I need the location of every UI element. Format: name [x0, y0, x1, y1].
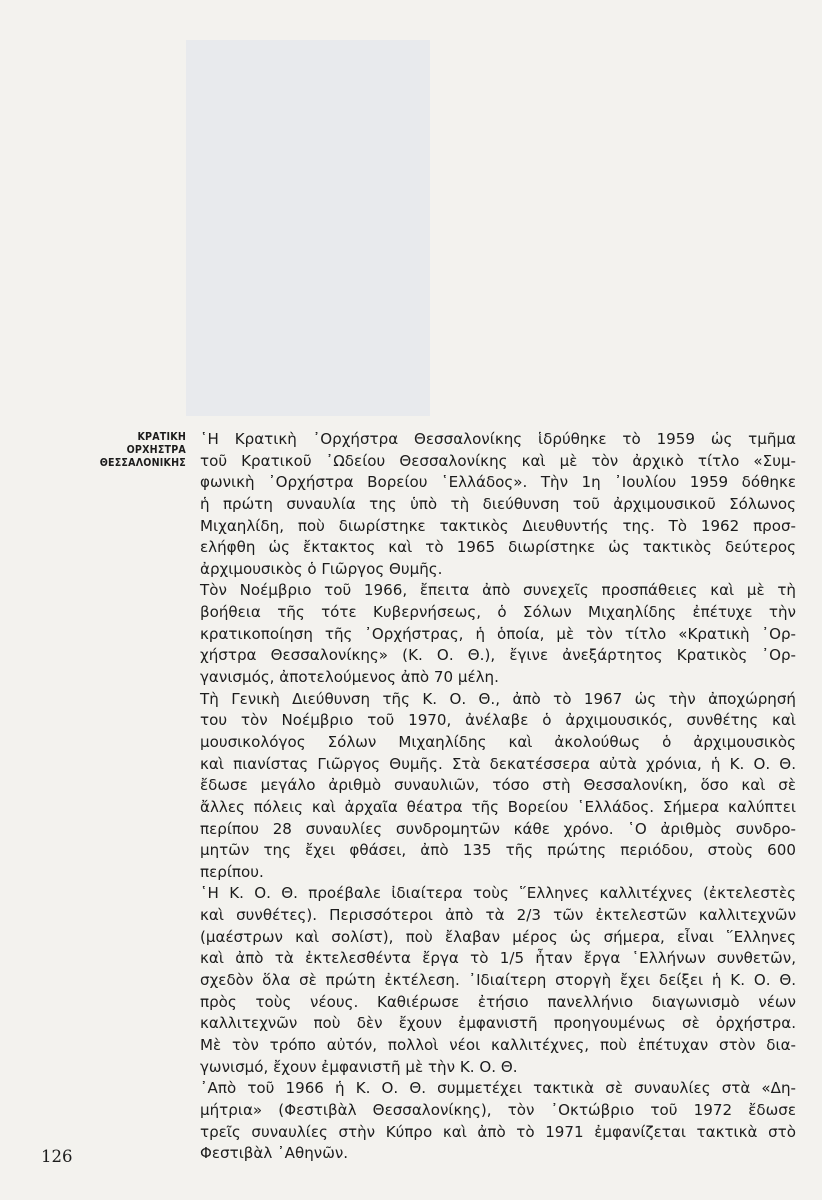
text-line: μητῶν της ἔχει φθάσει, ἀπὸ 135 τῆς πρώτης περιόδου, στοὺς 600: [200, 841, 796, 860]
text-line: βοήθεια τῆς τότε Κυβερνήσεως, ὁ Σόλων Μιχαηλίδης ἐπέτυχε τὴν: [200, 603, 796, 622]
section-heading-line: ΘΕΣΣΑΛΟΝΙΚΗΣ: [99, 457, 186, 469]
text-line: καὶ συνθέτες). Περισσότεροι ἀπὸ τὰ 2/3 τῶν ἐκτελεστῶν καλλιτεχνῶν: [200, 906, 796, 925]
text-line: Τὴ Γενικὴ Διεύθυνση τῆς Κ. Ο. Θ., ἀπὸ τὸ 1967 ὡς τὴν ἀποχώρησή: [200, 689, 796, 708]
text-line: (μαέστρων καὶ σολίστ), ποὺ ἔλαβαν μέρος ὡς σήμερα, εἶναι ῞Ελληνες: [200, 927, 796, 946]
text-line: ῾Η Κρατικὴ ᾿Ορχήστρα Θεσσαλονίκης ἱδρύθηκε τὸ 1959 ὡς τμῆμα: [200, 430, 796, 448]
text-line: ἡ πρώτη συναυλία της ὑπὸ τὴ διεύθυνση τοῦ ἀρχιμουσικοῦ Σόλωνος: [200, 494, 796, 513]
text-line: καὶ πιανίστας Γιῶργος Θυμῆς. Στὰ δεκατέσσερα αὐτὰ χρόνια, ἡ Κ. Ο. Θ.: [200, 754, 796, 773]
text-line: περίπου 28 συναυλίες συνδρομητῶν κάθε χρόνο. ῾Ο ἀριθμὸς συνδρο-: [200, 819, 796, 838]
section-heading: [60, 431, 186, 470]
text-line: καὶ ἀπὸ τὰ ἐκτελεσθέντα ἔργα τὸ 1/5 ἦταν ἔργα ῾Ελλήνων συνθετῶν,: [200, 949, 796, 968]
text-line: ᾿Απὸ τοῦ 1966 ἡ Κ. Ο. Θ. συμμετέχει τακτικὰ σὲ συναυλίες στὰ «Δη-: [200, 1079, 796, 1098]
text-line: Μιχαηλίδη, ποὺ διωρίστηκε τακτικὸς Διευθυντής της. Τὸ 1962 προσ-: [200, 516, 796, 535]
text-line: Φεστιβὰλ ᾿Αθηνῶν.: [200, 1144, 349, 1163]
text-line: καλλιτεχνῶν ποὺ δὲν ἔχουν ἐμφανιστῆ προηγουμένως σὲ ὀρχήστρα.: [200, 1014, 796, 1033]
text-line: Τὸν Νοέμβριο τοῦ 1966, ἔπειτα ἀπὸ συνεχεῖς προσπάθειες καὶ μὲ τὴ: [200, 581, 796, 600]
text-line: Μὲ τὸν τρόπο αὐτόν, πολλοὶ νέοι καλλιτέχνες, ποὺ ἐπέτυχαν στὸν δια-: [200, 1035, 796, 1054]
text-line: ῾Η Κ. Ο. Θ. προέβαλε ἰδιαίτερα τοὺς ῞Ελληνες καλλιτέχνες (ἐκτελεστὲς: [200, 884, 796, 903]
section-heading-line: ΟΡΧΗΣΤΡΑ: [126, 444, 186, 456]
text-line: μουσικολόγος Σόλων Μιχαηλίδης καὶ ἀκολούθως ὁ ἀρχιμουσικὸς: [200, 732, 796, 751]
section-heading-line: ΚΡΑΤΙΚΗ: [137, 431, 186, 443]
text-line: ελήφθη ὡς ἔκτακτος καὶ τὸ 1965 διωρίστηκε ὡς τακτικὸς δεύτερος: [200, 538, 796, 557]
text-line: ἄλλες πόλεις καὶ ἀρχαῖα θέατρα τῆς Βορείου ῾Ελλάδος. Σήμερα καλύπτει: [200, 797, 796, 816]
text-line: περίπου.: [200, 862, 264, 881]
text-line: πρὸς τοὺς νέους. Καθιέρωσε ἐτήσιο πανελλήνιο διαγωνισμὸ νέων: [200, 992, 796, 1011]
text-line: σχεδὸν ὅλα σὲ πρώτη ἐκτέλεση. ᾿Ιδιαίτερη στοργὴ ἔχει δείξει ἡ Κ. Ο. Θ.: [200, 971, 796, 990]
text-line: φωνικὴ ᾿Ορχήστρα Βορείου ῾Ελλάδος». Τὴν 1η ᾿Ιουλίου 1959 δόθηκε: [200, 473, 796, 492]
text-line: γωνισμό, ἔχουν ἐμφανιστῆ μὲ τὴν Κ. Ο. Θ.: [200, 1057, 518, 1076]
text-line: του τὸν Νοέμβριο τοῦ 1970, ἀνέλαβε ὁ ἀρχιμουσικός, συνθέτης καὶ: [200, 711, 796, 730]
page-number: 126: [41, 1147, 73, 1166]
text-line: ἔδωσε μεγάλο ἀριθμὸ συναυλιῶν, τόσο στὴ Θεσσαλονίκη, ὅσο καὶ σὲ: [200, 776, 796, 795]
text-line: μήτρια» (Φεστιβὰλ Θεσσαλονίκης), τὸν ᾿Οκτώβριο τοῦ 1972 ἔδωσε: [200, 1100, 796, 1119]
text-line: κρατικοποίηση τῆς ᾿Ορχήστρας, ἡ ὁποία, μὲ τὸν τίτλο «Κρατικὴ ᾿Ορ-: [200, 624, 796, 643]
text-line: ἀρχιμουσικὸς ὁ Γιῶργος Θυμῆς.: [200, 559, 443, 578]
text-line: τρεῖς συναυλίες στὴν Κύπρο καὶ ἀπὸ τὸ 1971 ἐμφανίζεται τακτικὰ στὸ: [200, 1122, 796, 1141]
text-line: γανισμός, ἀποτελούμενος ἀπὸ 70 μέλη.: [200, 668, 499, 687]
text-line: τοῦ Κρατικοῦ ᾿Ωδείου Θεσσαλονίκης καὶ μὲ τὸν ἀρχικὸ τίτλο «Συμ-: [200, 451, 796, 470]
illustration-area: [186, 40, 430, 416]
article-body: [200, 429, 796, 1165]
text-line: χήστρα Θεσσαλονίκης» (Κ. Ο. Θ.), ἔγινε ἀνεξάρτητος Κρατικὸς ᾿Ορ-: [200, 646, 796, 665]
